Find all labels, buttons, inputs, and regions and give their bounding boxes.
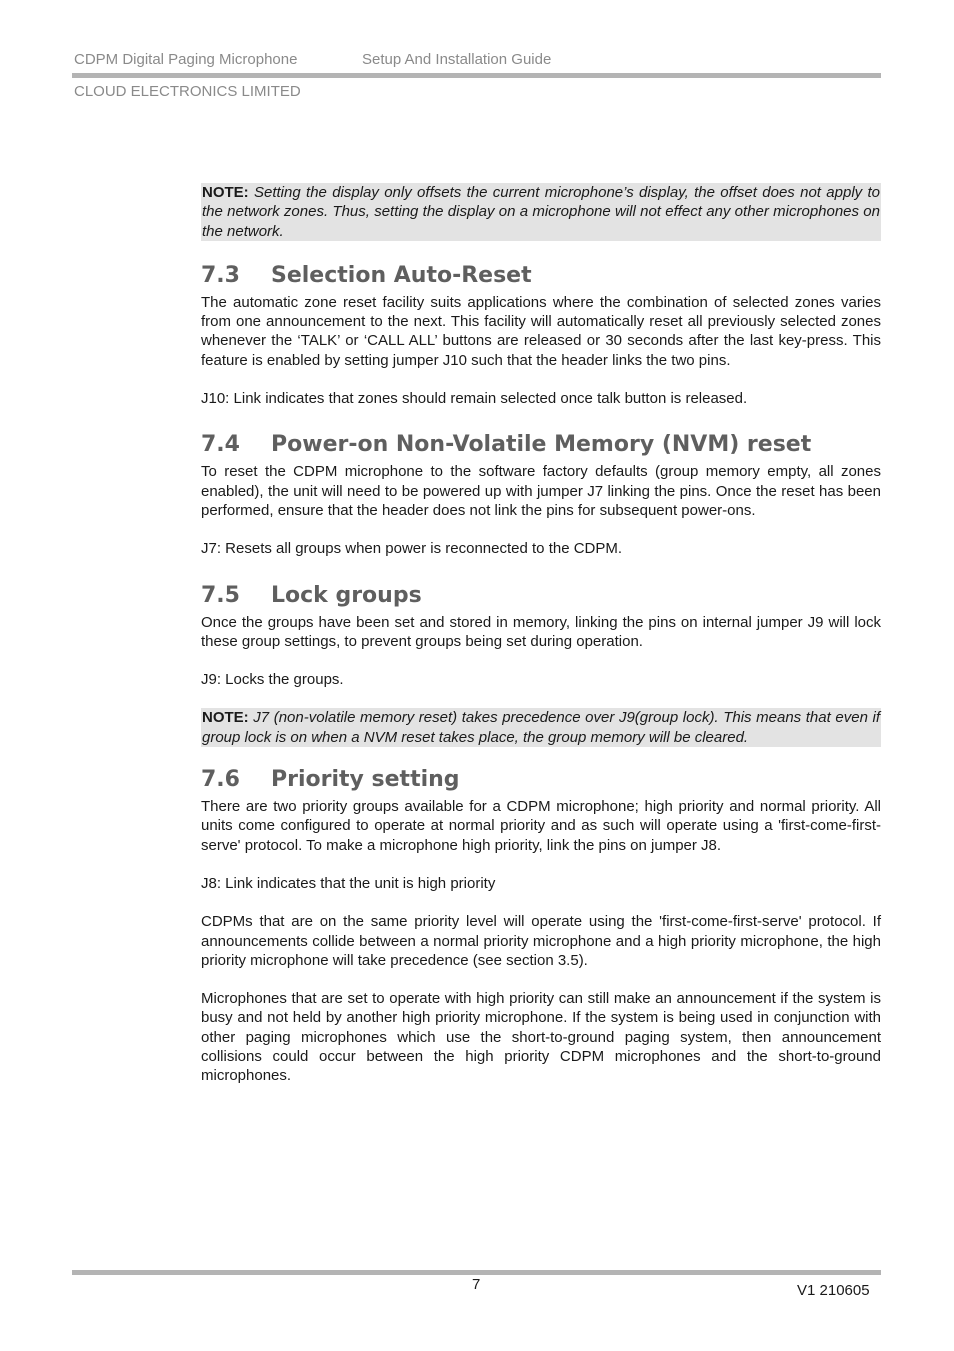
section-7-6-paragraph-3: Microphones that are set to operate with high priority can still make an announcement if the system is busy and not held by another high priority microphone. If the system is being used in conjunction with other paging microphones which use the short-to-ground paging system, then announcement collisions could occur between the high priority CDPM microphones and the short-to-ground microphones. (201, 990, 881, 1085)
note-display-offset (201, 183, 881, 241)
section-7-5-heading (201, 583, 881, 609)
note-label: NOTE: (202, 709, 249, 727)
section-title: Priority setting (271, 767, 460, 793)
section-number: 7.5 (201, 582, 240, 608)
section-7-6-heading (201, 767, 881, 793)
header-rule (72, 73, 881, 78)
section-7-5-jumper-note: J9: Locks the groups. (201, 671, 344, 689)
page-number: 7 (472, 1276, 481, 1293)
section-7-5-paragraph: Once the groups have been set and stored in memory, linking the pins on internal jumper J9 will lock these group settings, to prevent groups being set during operation. (201, 613, 881, 650)
header-company: CLOUD ELECTRONICS LIMITED (74, 83, 301, 100)
section-number: 7.3 (201, 262, 240, 288)
section-title: Power-on Non-Volatile Memory (NVM) reset (271, 432, 812, 458)
section-number: 7.6 (201, 767, 240, 793)
section-7-6-paragraph-2: CDPMs that are on the same priority level will operate using the 'first-come-first-serve' protocol. If announcements collide between a normal priority microphone and a high priority microphone, the high priority microphone will take precedence (see section 3.5). (201, 913, 881, 969)
section-7-6-paragraph-1: There are two priority groups available for a CDPM microphone; high priority and normal priority. All units come configured to operate at normal priority and as such will operate using a 'first-come-first-serve' protocol. To make a microphone high priority, link the pins on jumper J8. (201, 798, 881, 854)
header-guide: Setup And Installation Guide (362, 51, 552, 68)
footer-rule (72, 1270, 881, 1275)
header-product: CDPM Digital Paging Microphone (74, 51, 298, 68)
section-number: 7.4 (201, 432, 240, 458)
section-7-4-paragraph: To reset the CDPM microphone to the software factory defaults (group memory empty, all zones enabled), the unit will need to be powered up with jumper J7 linking the pins. Once the reset has been performed, ensure that the header does not link the pins for subsequent power-ons. (201, 463, 881, 519)
section-7-3-heading (201, 263, 881, 289)
section-title: Selection Auto-Reset (271, 262, 532, 288)
section-7-4-jumper-note: J7: Resets all groups when power is reconnected to the CDPM. (201, 540, 623, 558)
section-7-3-jumper-note: J10: Link indicates that zones should remain selected once talk button is released. (201, 390, 748, 408)
page-content (201, 183, 881, 1086)
note-text: J7 (non-volatile memory reset) takes precedence over J9(group lock). This means that even if group lock is on when a NVM reset takes place, the group memory will be cleared. (202, 709, 881, 746)
version-label: V1 210605 (797, 1282, 870, 1299)
note-nvm-precedence (201, 708, 881, 747)
note-label: NOTE: (202, 184, 249, 201)
section-7-4-heading (201, 432, 881, 458)
section-7-6-jumper-note: J8: Link indicates that the unit is high priority (201, 874, 496, 892)
section-title: Lock groups (271, 582, 422, 608)
note-text: Setting the display only offsets the current microphone’s display, the offset does not apply to the network zones. Thus, setting the display on a microphone will not effect any other microphones on the network. (202, 184, 880, 240)
section-7-3-paragraph: The automatic zone reset facility suits applications where the combination of selected zones varies from one announcement to the next. This facility will automatically reset all previously selected zones whenever the ‘TALK’ or ‘CALL ALL’ buttons are released or 30 seconds after the last key-press. This feature is enabled by setting jumper J10 such that the header links the two pins. (201, 293, 881, 369)
